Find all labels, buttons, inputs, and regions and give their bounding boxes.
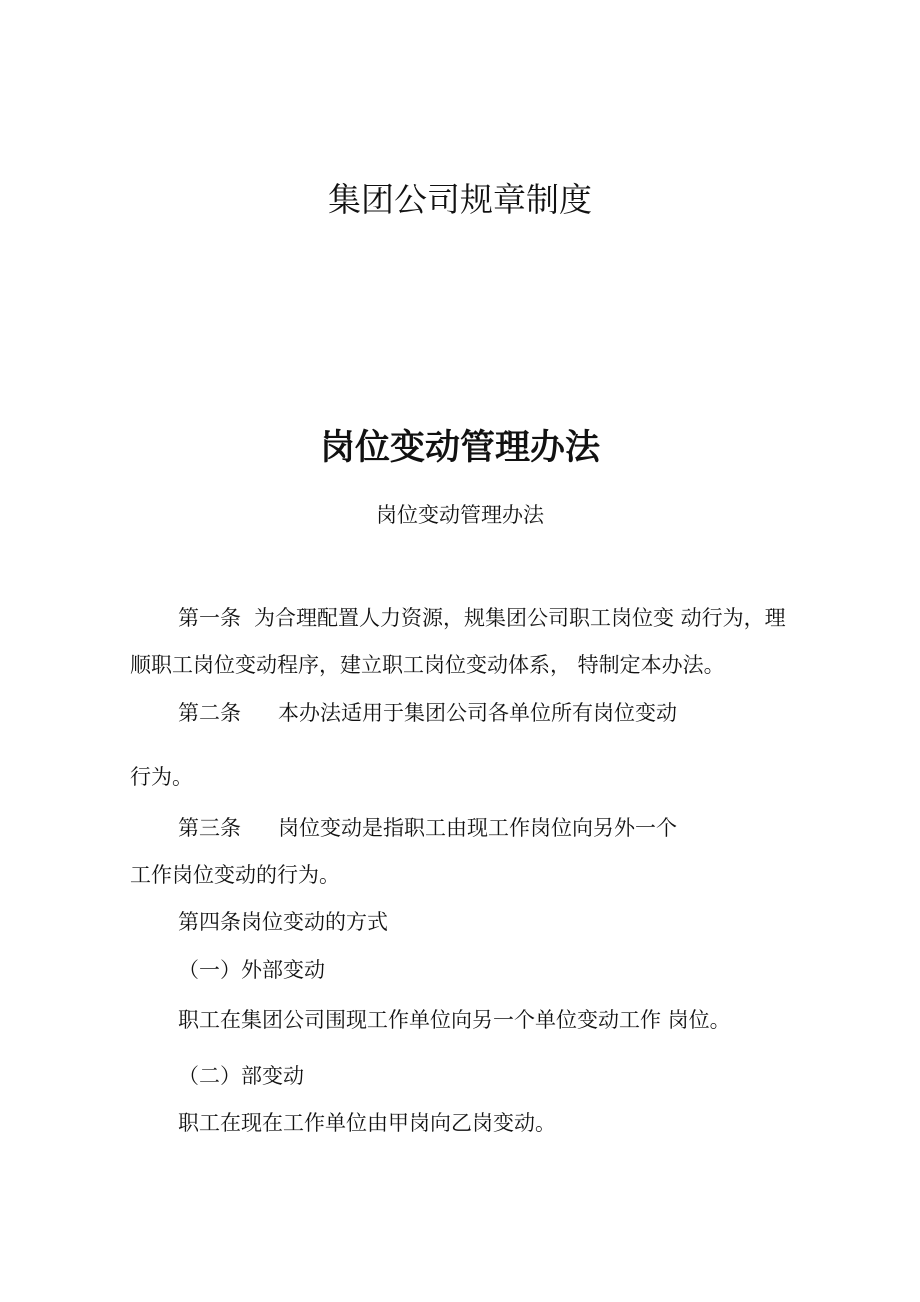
article-4-item-1-text: 职工在集团公司围现工作单位向另一个单位变动工作 岗位。	[178, 1008, 731, 1032]
article-2-text-line-2: 行为。	[130, 765, 193, 789]
article-4-item-2-text: 职工在现在工作单位由甲岗向乙岗变动。	[178, 1111, 556, 1135]
article-4-heading: 第四条岗位变动的方式	[178, 910, 388, 934]
document-header-title: 集团公司规章制度	[328, 180, 592, 219]
article-4-item-1-title: （一）外部变动	[178, 958, 325, 982]
article-2-label: 第二条	[178, 701, 241, 725]
article-4-item-2-title: （二）部变动	[178, 1064, 304, 1088]
article-1-text-line-2: 顺职工岗位变动程序，建立职工岗位变动体系， 特制定本办法。	[130, 653, 725, 677]
article-2-text-line-1: 本办法适用于集团公司各单位所有岗位变动	[278, 701, 677, 725]
regulation-subtitle: 岗位变动管理办法	[376, 503, 544, 527]
article-3-text-line-2: 工作岗位变动的行为。	[130, 863, 340, 887]
regulation-main-title: 岗位变动管理办法	[319, 427, 600, 468]
article-3-text-line-1: 岗位变动是指职工由现工作岗位向另外一个	[278, 816, 677, 840]
article-3-label: 第三条	[178, 816, 241, 840]
article-1-label: 第一条	[178, 606, 241, 630]
article-1-text-line-1: 为合理配置人力资源，规集团公司职工岗位变 动行为，理	[254, 606, 786, 630]
